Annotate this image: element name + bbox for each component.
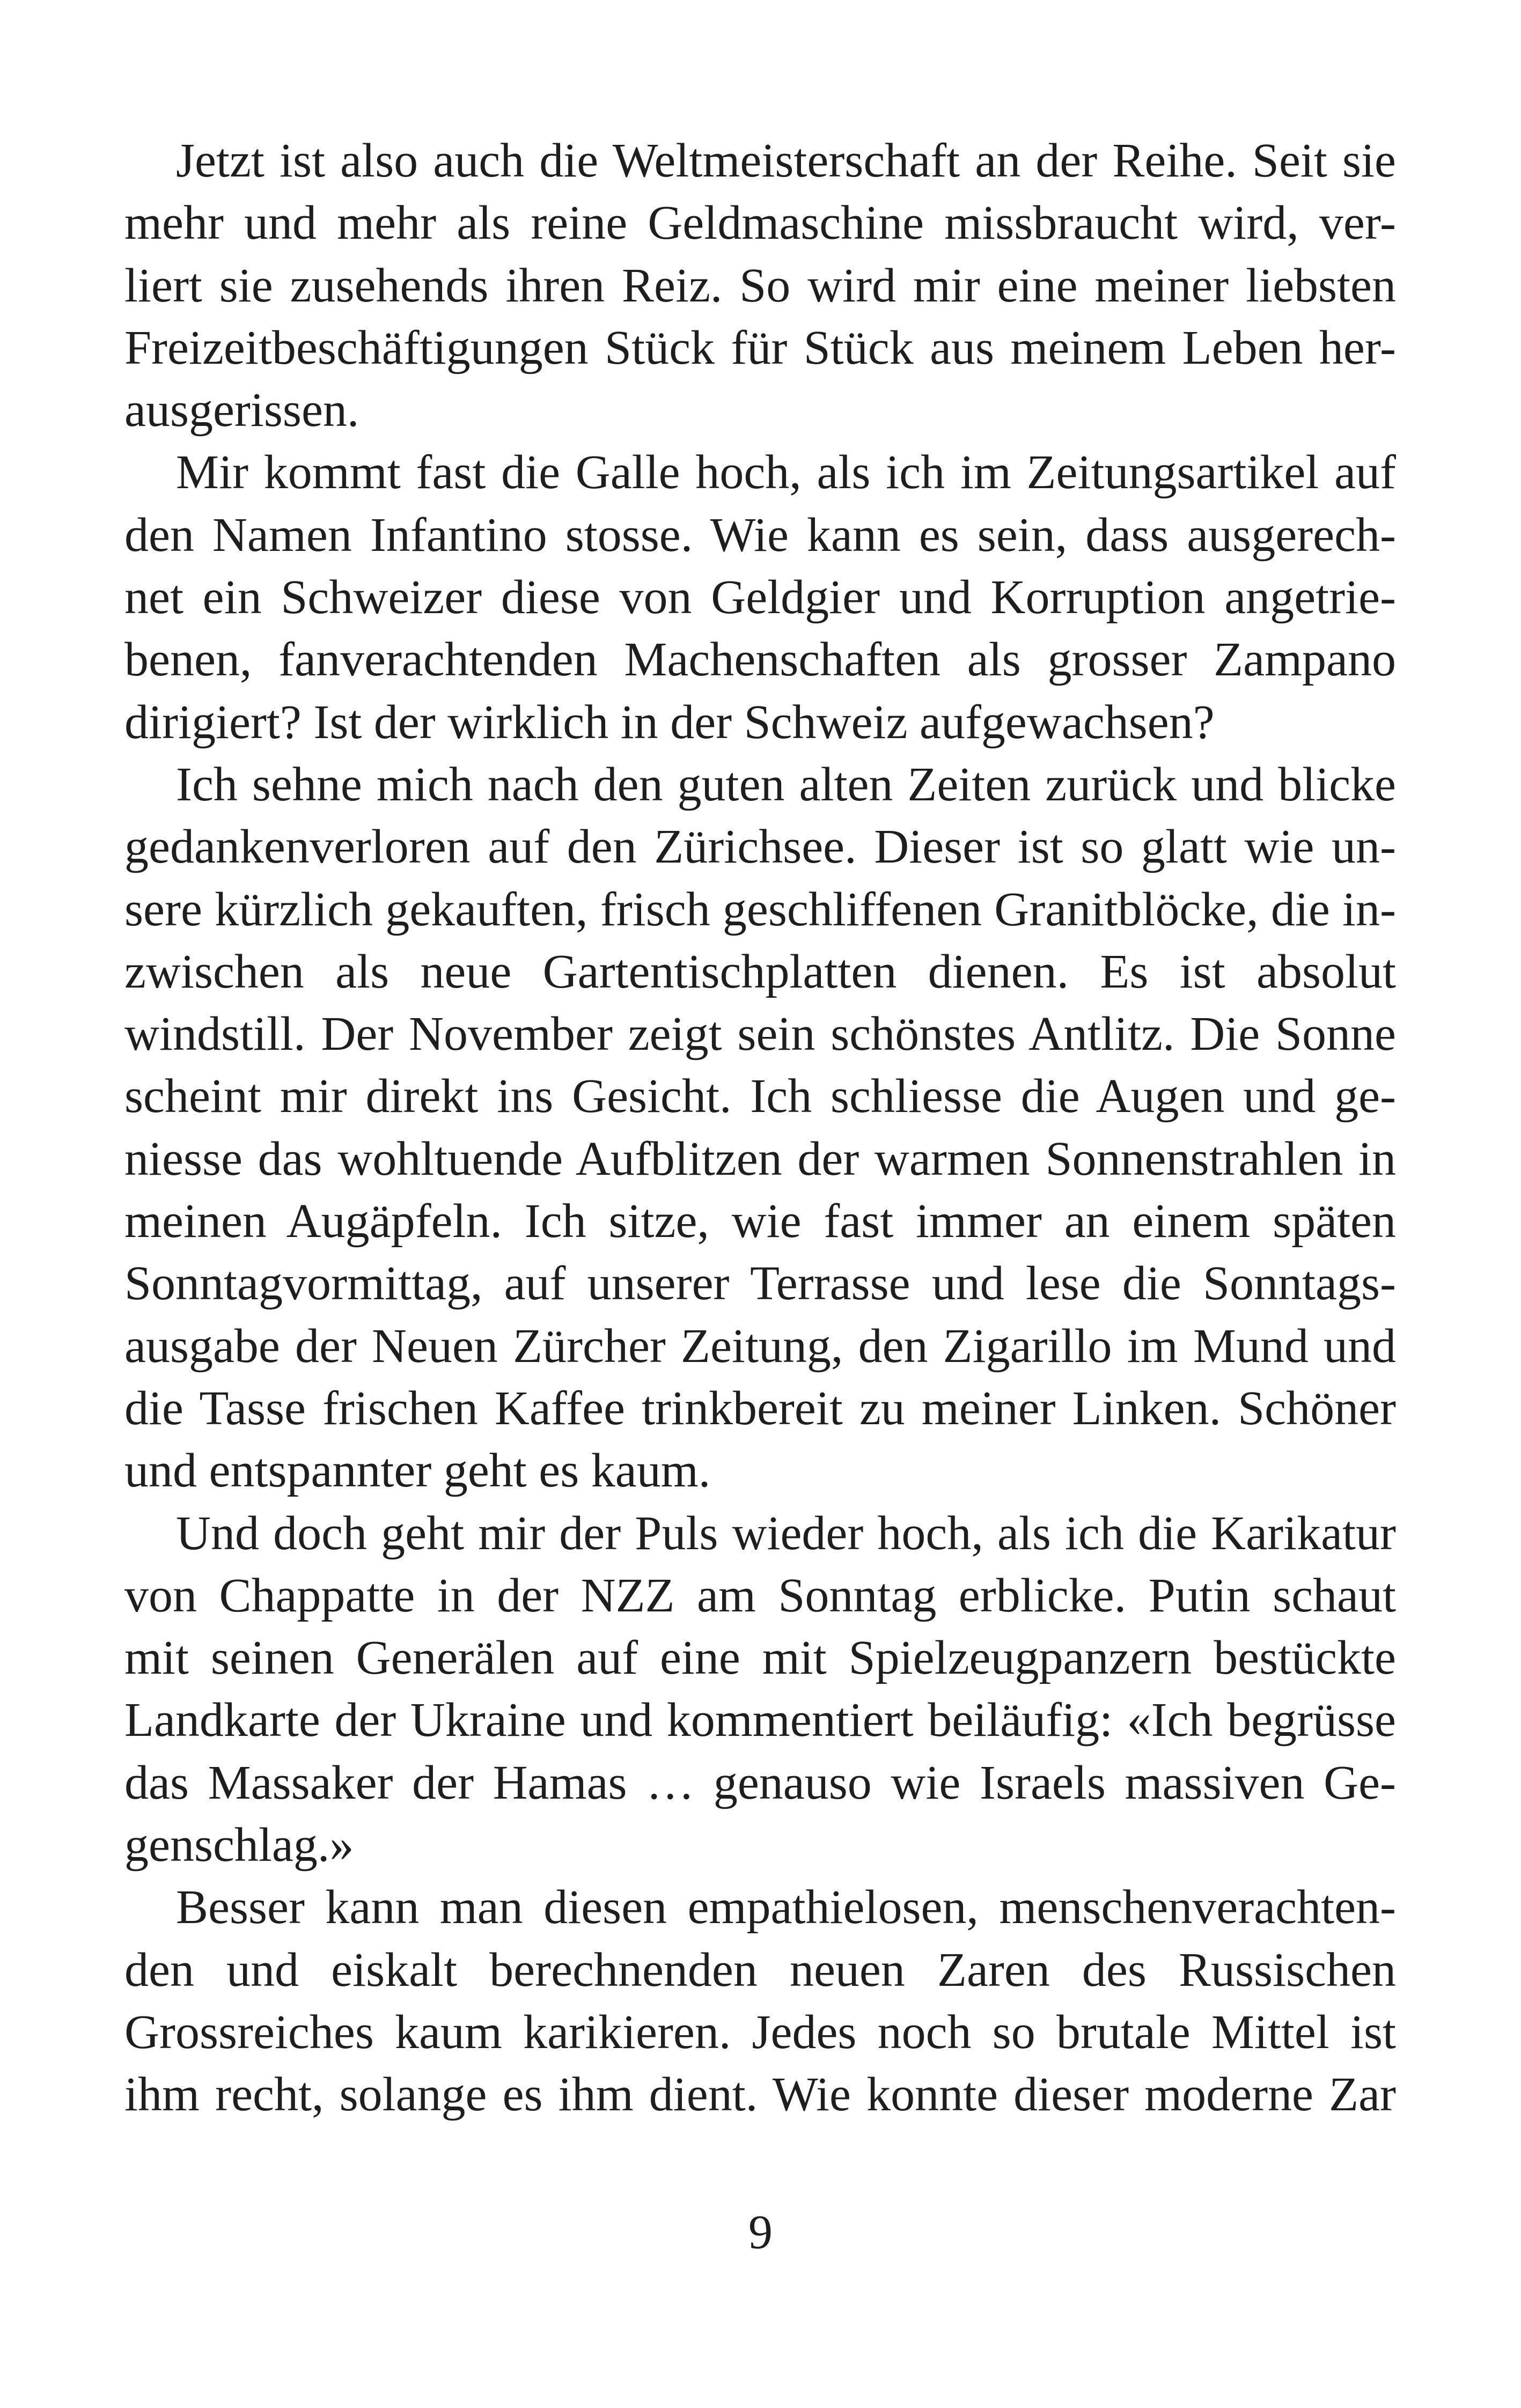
body-text [124,130,1396,2126]
text-line: scheint mir direkt ins Gesicht. Ich schliesse die Augen und ge- [124,1070,1396,1123]
text-line: meinen Augäpfeln. Ich sitze, wie fast immer an einem späten [124,1195,1396,1248]
text-line: den und eiskalt berechnenden neuen Zaren des Russischen [124,1943,1396,1997]
text-line: Jetzt ist also auch die Weltmeisterschaft an der Reihe. Seit sie [176,134,1396,187]
text-line: Grossreiches kaum karikieren. Jedes noch so brutale Mittel ist [124,2005,1396,2059]
text-line: Sonntagvormittag, auf unserer Terrasse und lese die Sonntags- [124,1257,1396,1310]
text-line: windstill. Der November zeigt sein schönstes Antlitz. Die Sonne [124,1007,1396,1061]
text-line: ausgerissen. [124,384,359,437]
text-line: benen, fanverachtenden Machenschaften als grosser Zampano [124,633,1396,687]
text-line: liert sie zusehends ihren Reiz. So wird mir eine meiner liebsten [124,259,1396,312]
text-line: niesse das wohltuende Aufblitzen der warmen Sonnenstrahlen in [124,1132,1396,1185]
text-line: den Namen Infantino stosse. Wie kann es sein, dass ausgerech- [124,508,1396,562]
page-number: 9 [748,2206,773,2259]
text-line: ihm recht, solange es ihm dient. Wie konnte dieser moderne Zar [124,2068,1396,2122]
text-line: von Chappatte in der NZZ am Sonntag erblicke. Putin schaut [124,1568,1396,1622]
text-line: und entspannter geht es kaum. [124,1444,711,1498]
text-line: Landkarte der Ukraine und kommentiert beiläufig: «Ich begrüsse [124,1693,1396,1747]
text-line: Mir kommt fast die Galle hoch, als ich im Zeitungsartikel auf [176,446,1396,499]
text-line: gedankenverloren auf den Zürichsee. Dieser ist so glatt wie un- [124,820,1396,874]
text-line: mit seinen Generälen auf eine mit Spielzeugpanzern bestückte [124,1631,1396,1685]
text-line: mehr und mehr als reine Geldmaschine missbraucht wird, ver- [124,196,1396,250]
text-line: das Massaker der Hamas … genauso wie Israels massiven Ge- [124,1756,1396,1809]
text-line: dirigiert? Ist der wirklich in der Schweiz aufgewachsen? [124,695,1215,749]
text-line: Und doch geht mir der Puls wieder hoch, als ich die Karikatur [176,1506,1396,1560]
text-line: net ein Schweizer diese von Geldgier und Korruption angetrie- [124,571,1396,624]
text-line: die Tasse frischen Kaffee trinkbereit zu meiner Linken. Schöner [124,1381,1396,1435]
text-line: ausgabe der Neuen Zürcher Zeitung, den Zigarillo im Mund und [124,1319,1396,1373]
text-line: genschlag.» [124,1818,354,1872]
text-line: Besser kann man diesen empathielosen, menschenverachten- [176,1881,1396,1934]
text-line: zwischen als neue Gartentischplatten dienen. Es ist absolut [124,945,1396,998]
text-line: Freizeitbeschäftigungen Stück für Stück aus meinem Leben her- [124,321,1396,374]
text-line: sere kürzlich gekauften, frisch geschliffenen Granitblöcke, die in- [124,882,1396,936]
text-line: Ich sehne mich nach den guten alten Zeiten zurück und blicke [176,757,1396,811]
